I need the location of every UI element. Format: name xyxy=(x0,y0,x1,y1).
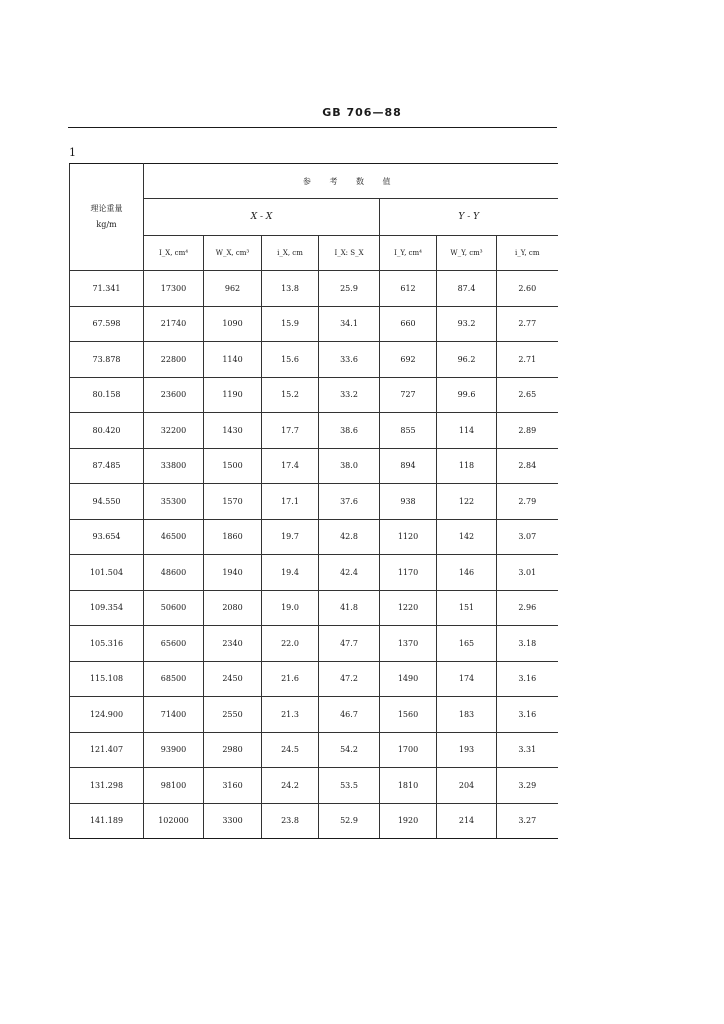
table-cell: 2.84 xyxy=(497,448,558,484)
table-cell: 2.77 xyxy=(497,306,558,342)
column-header: i_X, cm xyxy=(262,236,319,271)
cell-weight: 141.189 xyxy=(70,803,144,839)
table-cell: 33.6 xyxy=(319,342,380,378)
table-cell: 47.2 xyxy=(319,661,380,697)
table-cell: 87.4 xyxy=(437,271,497,307)
table-cell: 17.4 xyxy=(262,448,319,484)
table-cell: 3300 xyxy=(204,803,262,839)
table-row xyxy=(70,732,558,768)
table-cell: 15.9 xyxy=(262,306,319,342)
table-cell: 53.5 xyxy=(319,768,380,804)
table-cell: 1490 xyxy=(380,661,437,697)
table-cell: 183 xyxy=(437,697,497,733)
cell-weight: 131.298 xyxy=(70,768,144,804)
table-cell: 22.0 xyxy=(262,626,319,662)
header-rule xyxy=(68,127,557,128)
table-cell: 68500 xyxy=(144,661,204,697)
table-cell: 174 xyxy=(437,661,497,697)
table-cell: 894 xyxy=(380,448,437,484)
table-cell: 142 xyxy=(437,519,497,555)
data-table xyxy=(69,163,558,839)
table-cell: 48600 xyxy=(144,555,204,591)
table-cell: 21.6 xyxy=(262,661,319,697)
table-cell: 2.71 xyxy=(497,342,558,378)
table-cell: 1940 xyxy=(204,555,262,591)
table-cell: 46.7 xyxy=(319,697,380,733)
table-cell: 2.60 xyxy=(497,271,558,307)
cell-weight: 94.550 xyxy=(70,484,144,520)
table-cell: 855 xyxy=(380,413,437,449)
table-cell: 50600 xyxy=(144,590,204,626)
table-cell: 71400 xyxy=(144,697,204,733)
table-cell: 99.6 xyxy=(437,377,497,413)
table-cell: 17.1 xyxy=(262,484,319,520)
table-cell: 938 xyxy=(380,484,437,520)
table-row xyxy=(70,626,558,662)
cell-weight: 105.316 xyxy=(70,626,144,662)
table-cell: 1560 xyxy=(380,697,437,733)
table-cell: 38.0 xyxy=(319,448,380,484)
table-cell: 3.27 xyxy=(497,803,558,839)
table-row xyxy=(70,342,558,378)
table-cell: 2.89 xyxy=(497,413,558,449)
table-cell: 102000 xyxy=(144,803,204,839)
table-cell: 34.1 xyxy=(319,306,380,342)
table-cell: 1120 xyxy=(380,519,437,555)
table-cell: 1700 xyxy=(380,732,437,768)
table-cell: 1090 xyxy=(204,306,262,342)
table-cell: 1500 xyxy=(204,448,262,484)
table-cell: 41.8 xyxy=(319,590,380,626)
table-cell: 93900 xyxy=(144,732,204,768)
table-cell: 32200 xyxy=(144,413,204,449)
table-cell: 2550 xyxy=(204,697,262,733)
table-cell: 146 xyxy=(437,555,497,591)
table-cell: 151 xyxy=(437,590,497,626)
cell-weight: 80.420 xyxy=(70,413,144,449)
table-cell: 2.96 xyxy=(497,590,558,626)
table-cell: 3.18 xyxy=(497,626,558,662)
column-header: W_Y, cm³ xyxy=(437,236,497,271)
table-cell: 38.6 xyxy=(319,413,380,449)
table-cell: 1570 xyxy=(204,484,262,520)
table-cell: 3160 xyxy=(204,768,262,804)
document-header: GB 706—88 xyxy=(322,106,402,119)
table-cell: 24.5 xyxy=(262,732,319,768)
table-cell: 2450 xyxy=(204,661,262,697)
table-cell: 19.4 xyxy=(262,555,319,591)
table-cell: 122 xyxy=(437,484,497,520)
table-cell: 727 xyxy=(380,377,437,413)
cell-weight: 87.485 xyxy=(70,448,144,484)
table-cell: 2.79 xyxy=(497,484,558,520)
cell-weight: 71.341 xyxy=(70,271,144,307)
table-cell: 692 xyxy=(380,342,437,378)
table-cell: 22800 xyxy=(144,342,204,378)
table-cell: 65600 xyxy=(144,626,204,662)
table-label: 1 xyxy=(69,146,76,159)
table-cell: 3.01 xyxy=(497,555,558,591)
table-cell: 54.2 xyxy=(319,732,380,768)
table-cell: 165 xyxy=(437,626,497,662)
table-row xyxy=(70,555,558,591)
table-cell: 3.16 xyxy=(497,697,558,733)
table-cell: 19.0 xyxy=(262,590,319,626)
table-cell: 17300 xyxy=(144,271,204,307)
table-row xyxy=(70,271,558,307)
cell-weight: 121.407 xyxy=(70,732,144,768)
table-cell: 3.07 xyxy=(497,519,558,555)
table-cell: 37.6 xyxy=(319,484,380,520)
table-cell: 13.8 xyxy=(262,271,319,307)
table-cell: 1370 xyxy=(380,626,437,662)
table-cell: 214 xyxy=(437,803,497,839)
cell-weight: 67.598 xyxy=(70,306,144,342)
table-cell: 35300 xyxy=(144,484,204,520)
table-row xyxy=(70,448,558,484)
subgroup-header-y: Y - Y xyxy=(380,199,558,236)
column-header: I_Y, cm⁴ xyxy=(380,236,437,271)
cell-weight: 80.158 xyxy=(70,377,144,413)
table-row xyxy=(70,484,558,520)
table-cell: 2980 xyxy=(204,732,262,768)
table-cell: 1140 xyxy=(204,342,262,378)
table-cell: 19.7 xyxy=(262,519,319,555)
cell-weight: 93.654 xyxy=(70,519,144,555)
table-cell: 98100 xyxy=(144,768,204,804)
row-header-weight: 理论重量 kg/m xyxy=(70,164,144,271)
table-row xyxy=(70,768,558,804)
table-cell: 42.8 xyxy=(319,519,380,555)
table-cell: 52.9 xyxy=(319,803,380,839)
table-row xyxy=(70,377,558,413)
table-row xyxy=(70,590,558,626)
table-cell: 42.4 xyxy=(319,555,380,591)
table-cell: 1810 xyxy=(380,768,437,804)
table-cell: 93.2 xyxy=(437,306,497,342)
table-cell: 47.7 xyxy=(319,626,380,662)
table-row xyxy=(70,697,558,733)
table-cell: 21740 xyxy=(144,306,204,342)
table-row xyxy=(70,413,558,449)
table-cell: 1920 xyxy=(380,803,437,839)
table-cell: 25.9 xyxy=(319,271,380,307)
table-cell: 23.8 xyxy=(262,803,319,839)
cell-weight: 124.900 xyxy=(70,697,144,733)
table-cell: 2080 xyxy=(204,590,262,626)
table-cell: 660 xyxy=(380,306,437,342)
table-cell: 3.31 xyxy=(497,732,558,768)
table-cell: 3.29 xyxy=(497,768,558,804)
table-cell: 2.65 xyxy=(497,377,558,413)
table-cell: 17.7 xyxy=(262,413,319,449)
table-cell: 204 xyxy=(437,768,497,804)
group-header: 参 考 数 值 xyxy=(144,164,558,199)
table-cell: 118 xyxy=(437,448,497,484)
table-cell: 24.2 xyxy=(262,768,319,804)
table-row xyxy=(70,306,558,342)
table-cell: 33.2 xyxy=(319,377,380,413)
table-cell: 46500 xyxy=(144,519,204,555)
table-cell: 962 xyxy=(204,271,262,307)
table-cell: 3.16 xyxy=(497,661,558,697)
column-header: W_X, cm³ xyxy=(204,236,262,271)
table-cell: 1190 xyxy=(204,377,262,413)
table-body xyxy=(70,271,558,839)
table-cell: 1220 xyxy=(380,590,437,626)
table-cell: 193 xyxy=(437,732,497,768)
column-header: i_Y, cm xyxy=(497,236,558,271)
cell-weight: 73.878 xyxy=(70,342,144,378)
table-cell: 96.2 xyxy=(437,342,497,378)
table-cell: 33800 xyxy=(144,448,204,484)
table-cell: 1860 xyxy=(204,519,262,555)
table-row xyxy=(70,803,558,839)
cell-weight: 101.504 xyxy=(70,555,144,591)
cell-weight: 109.354 xyxy=(70,590,144,626)
table-row xyxy=(70,661,558,697)
cell-weight: 115.108 xyxy=(70,661,144,697)
table-cell: 612 xyxy=(380,271,437,307)
table-cell: 1430 xyxy=(204,413,262,449)
table-cell: 114 xyxy=(437,413,497,449)
table-cell: 15.2 xyxy=(262,377,319,413)
table-cell: 21.3 xyxy=(262,697,319,733)
table-cell: 23600 xyxy=(144,377,204,413)
table-cell: 2340 xyxy=(204,626,262,662)
table-row xyxy=(70,519,558,555)
column-header: I_X, cm⁴ xyxy=(144,236,204,271)
subgroup-header-x: X - X xyxy=(144,199,380,236)
table-cell: 1170 xyxy=(380,555,437,591)
column-header: I_X: S_X xyxy=(319,236,380,271)
table-cell: 15.6 xyxy=(262,342,319,378)
